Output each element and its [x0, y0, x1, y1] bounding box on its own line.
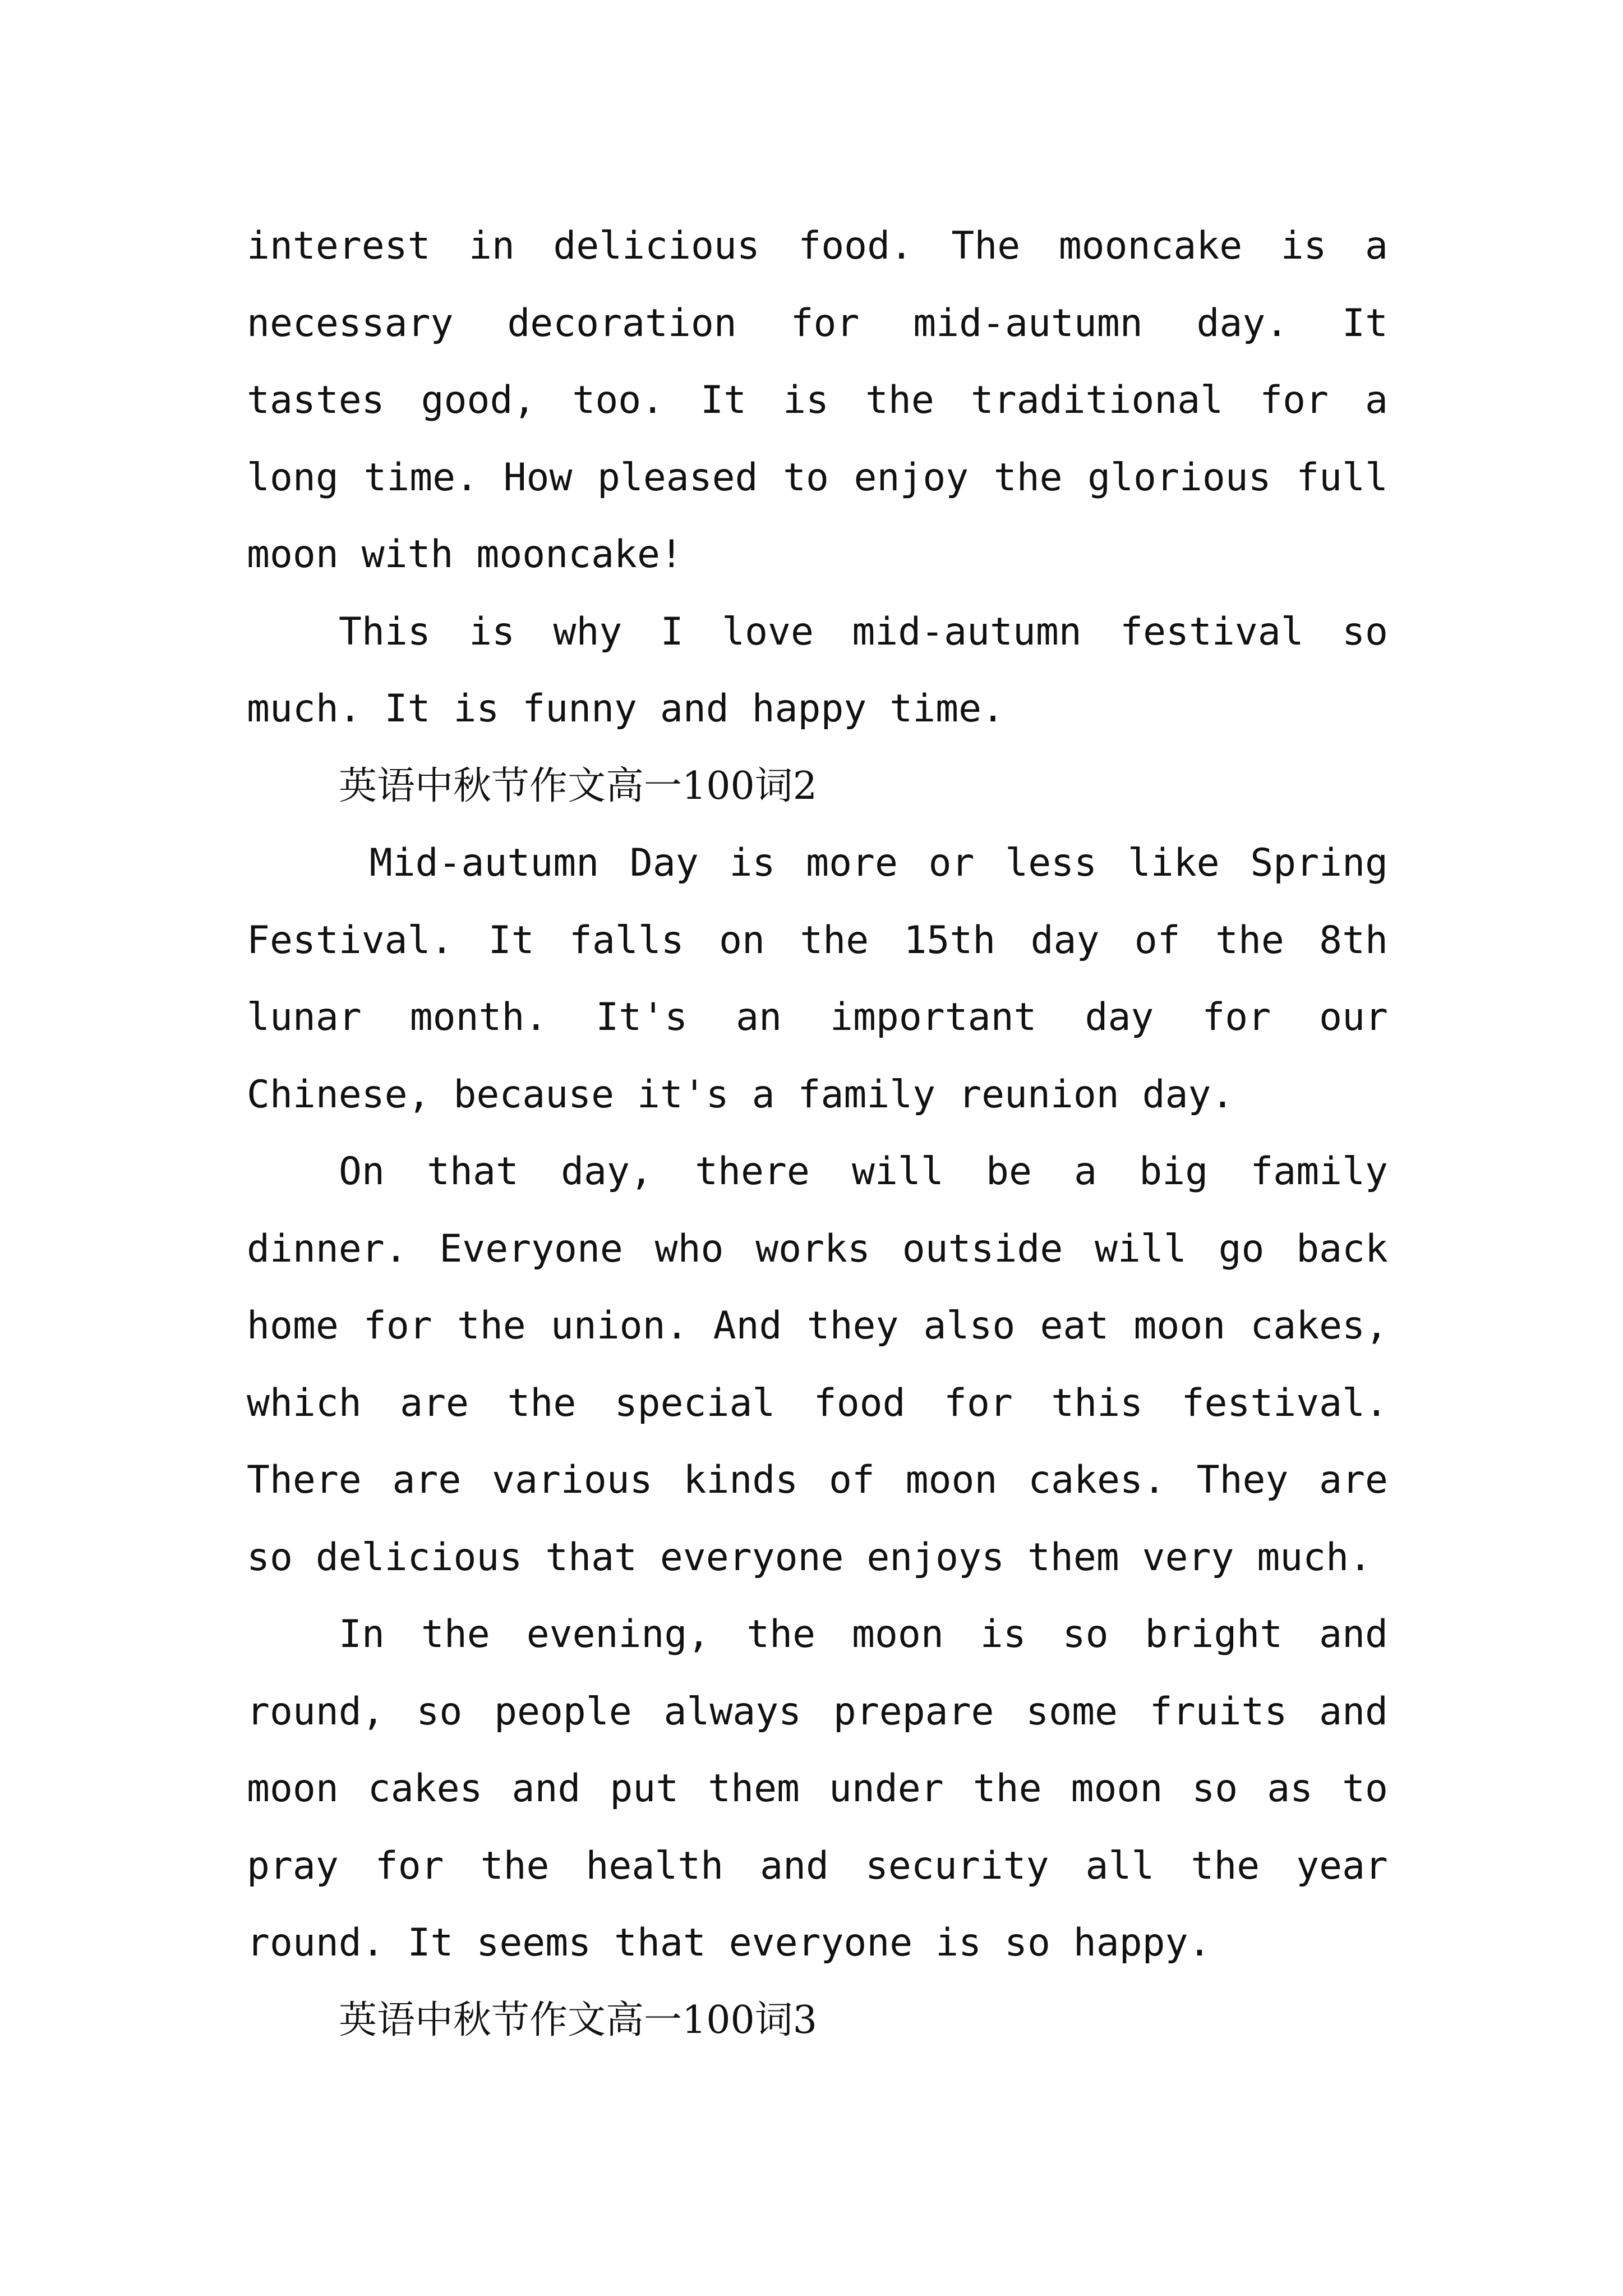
essay-paragraph: In the evening, the moon is so bright and round, so people always prepare some fruits and moon cakes and put them under the moon so as to pray for the health and security all the year round. It seems that everyone is so happy.: [247, 1612, 1388, 1965]
essay-paragraph: Mid-autumn Day is more or less like Spring Festival. It falls on the 15th day of the 8th lunar month. It's an important day for our Chinese, because it's a family reunion day.: [247, 841, 1411, 1117]
essay-paragraph: This is why I love mid-autumn festival so much. It is funny and happy time.: [247, 609, 1388, 731]
essay-paragraph: interest in delicious food. The mooncake is a necessary decoration for mid-autumn day. It tastes good, too. It is the traditional for a long time. How pleased to enjoy the glorious full moon with mooncake!: [247, 224, 1388, 577]
essay-paragraph: On that day, there will be a big family dinner. Everyone who works outside will go back home for the union. And they also eat moon cakes, which are the special food for this festival. There are various kinds of moon cakes. They are so delicious that everyone enjoys them very much.: [247, 1149, 1388, 1580]
essay-heading: 英语中秋节作文高一100词2: [339, 763, 818, 808]
essay-heading: 英语中秋节作文高一100词3: [339, 1998, 818, 2042]
document-body: [247, 208, 1411, 2059]
